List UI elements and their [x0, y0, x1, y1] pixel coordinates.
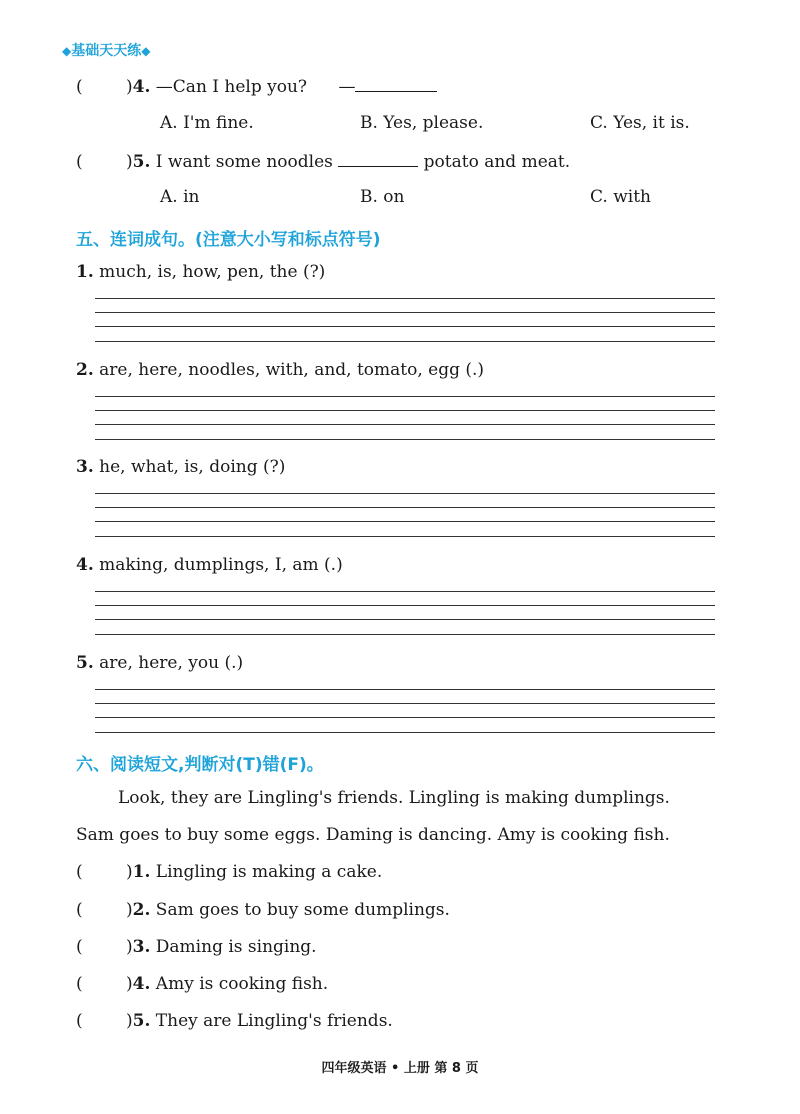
answer-paren-open[interactable]: ( [76, 900, 83, 920]
tf-item-3 [76, 937, 317, 957]
passage-line-1: Look, they are Lingling's friends. Lingling is making dumplings. [118, 788, 670, 808]
reorder-item-1 [76, 262, 325, 282]
writing-line[interactable] [95, 619, 715, 620]
passage-line-2: Sam goes to buy some eggs. Daming is dancing. Amy is cooking fish. [76, 825, 670, 845]
item-words: he, what, is, doing (?) [99, 457, 286, 477]
mc-option-c: C. Yes, it is. [590, 113, 690, 133]
question-stem-after: potato and meat. [423, 152, 571, 172]
writing-line[interactable] [95, 521, 715, 522]
writing-line[interactable] [95, 507, 715, 508]
statement-text: Amy is cooking fish. [155, 974, 329, 994]
writing-line[interactable] [95, 591, 715, 592]
question-stem-before: I want some noodles [155, 152, 333, 172]
item-number: 3. [76, 457, 94, 477]
answer-paren-close: ) [126, 152, 133, 172]
item-number: 5. [76, 653, 94, 673]
answer-blank[interactable] [338, 150, 418, 167]
writing-line[interactable] [95, 689, 715, 690]
diamond-icon: ◆ [141, 44, 151, 58]
statement-text: Sam goes to buy some dumplings. [155, 900, 450, 920]
answer-paren-close: ) [126, 900, 133, 920]
writing-line[interactable] [95, 439, 715, 440]
answer-paren-open[interactable]: ( [76, 974, 83, 994]
writing-line[interactable] [95, 703, 715, 704]
item-number: 1. [132, 862, 151, 882]
item-words: are, here, noodles, with, and, tomato, egg (.) [99, 360, 485, 380]
answer-paren-close: ) [126, 974, 133, 994]
statement-text: They are Lingling's friends. [155, 1011, 393, 1031]
writing-line[interactable] [95, 717, 715, 718]
writing-line[interactable] [95, 341, 715, 342]
tf-item-1 [76, 862, 382, 882]
reorder-item-3 [76, 457, 285, 477]
mc-question-4 [76, 75, 437, 97]
answer-paren-open: ( [76, 152, 83, 172]
section-5-title: 五、连词成句。(注意大小写和标点符号) [76, 230, 381, 250]
header-tag-label: 基础天天练 [71, 43, 142, 59]
mc-option-b: B. Yes, please. [360, 113, 484, 133]
tf-item-2 [76, 900, 450, 920]
reply-dash: — [338, 77, 356, 97]
answer-paren-close: ) [126, 862, 133, 882]
writing-line[interactable] [95, 312, 715, 313]
section-6-title: 六、阅读短文,判断对(T)错(F)。 [76, 755, 324, 775]
mc-option-c: C. with [590, 187, 651, 207]
statement-text: Daming is singing. [155, 937, 317, 957]
writing-line[interactable] [95, 424, 715, 425]
reorder-item-4 [76, 555, 343, 575]
answer-paren-open[interactable]: ( [76, 1011, 83, 1031]
answer-paren-open: ( [76, 77, 83, 97]
writing-line[interactable] [95, 298, 715, 299]
answer-paren-open[interactable]: ( [76, 862, 83, 882]
writing-line[interactable] [95, 536, 715, 537]
item-number: 1. [76, 262, 94, 282]
section-header-tag [62, 40, 150, 60]
diamond-icon: ◆ [62, 44, 72, 58]
writing-line[interactable] [95, 493, 715, 494]
answer-paren-open[interactable]: ( [76, 937, 83, 957]
writing-line[interactable] [95, 732, 715, 733]
question-stem: —Can I help you? [155, 77, 308, 97]
mc-option-a: A. I'm fine. [160, 113, 254, 133]
writing-line[interactable] [95, 326, 715, 327]
tf-item-5 [76, 1011, 393, 1031]
item-number: 5. [132, 1011, 151, 1031]
answer-paren-close: ) [126, 1011, 133, 1031]
answer-blank[interactable] [355, 75, 437, 92]
page-footer: 四年级英语 • 上册 第 8 页 [321, 1061, 479, 1076]
statement-text: Lingling is making a cake. [155, 862, 383, 882]
item-words: are, here, you (.) [99, 653, 244, 673]
reorder-item-2 [76, 360, 484, 380]
tf-item-4 [76, 974, 328, 994]
item-words: making, dumplings, I, am (.) [99, 555, 343, 575]
item-number: 4. [76, 555, 94, 575]
item-number: 3. [132, 937, 151, 957]
writing-line[interactable] [95, 605, 715, 606]
answer-paren-close: ) [126, 77, 133, 97]
writing-line[interactable] [95, 396, 715, 397]
mc-question-5 [76, 150, 570, 172]
writing-line[interactable] [95, 634, 715, 635]
item-number: 2. [132, 900, 151, 920]
answer-paren-close: ) [126, 937, 133, 957]
item-number: 2. [76, 360, 94, 380]
question-number: 5. [132, 152, 151, 172]
question-number: 4. [132, 77, 151, 97]
reorder-item-5 [76, 653, 243, 673]
item-number: 4. [132, 974, 151, 994]
writing-line[interactable] [95, 410, 715, 411]
item-words: much, is, how, pen, the (?) [99, 262, 326, 282]
mc-option-a: A. in [160, 187, 200, 207]
mc-option-b: B. on [360, 187, 405, 207]
